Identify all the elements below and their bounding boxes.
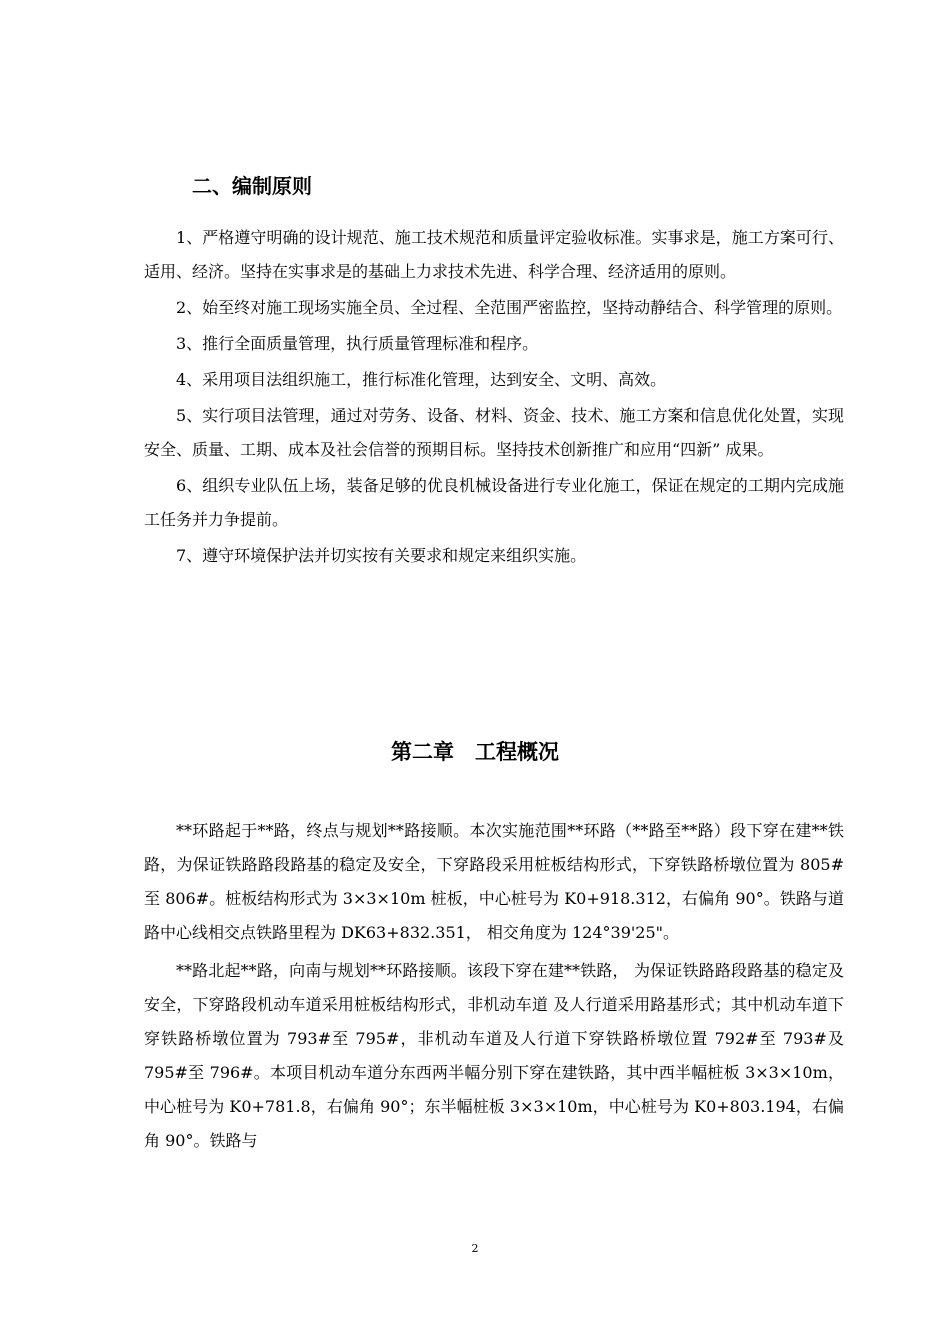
section-heading: 二、编制原则 — [192, 174, 312, 198]
principle-item: 5、实行项目法管理，通过对劳务、设备、材料、资金、技术、施工方案和信息优化处置，实现安全、质量、工期、成本及社会信誉的预期目标。坚持技术创新推广和应用“四新” 成果。 — [144, 406, 844, 459]
overview-paragraph: **路北起**路，向南与规划**环路接顺。该段下穿在建**铁路， 为保证铁路路段路基的稳定及安全，下穿路段机动车道采用桩板结构形式，非机动车道 及人行道采用路基形式；其中机动车道下穿铁路桥墩位置为 793#至 795#，非机动车道及人行道下穿铁路桥墩位置 792#至 793#及 795#至 796#。本项目机动车道分东西两半幅分别下穿在建铁路，其中西半幅桩板 3×3×10m，中心桩号为 K0+781.8，右偏角 90°；东半幅桩板 3×3×10m，中心桩号为 K0+803.194，右偏角 90°。铁路与 — [144, 961, 844, 1150]
project-overview — [144, 814, 844, 1162]
principle-item: 1、严格遵守明确的设计规范、施工技术规范和质量评定验收标准。实事求是，施工方案可行、适用、经济。坚持在实事求是的基础上力求技术先进、科学合理、经济适用的原则。 — [144, 228, 844, 281]
principle-item: 2、始至终对施工现场实施全员、全过程、全范围严密监控，坚持动静结合、科学管理的原则。 — [176, 298, 843, 317]
principle-item: 7、遵守环境保护法并切实按有关要求和规定来组织实施。 — [176, 546, 587, 565]
principle-item: 4、采用项目法组织施工，推行标准化管理，达到安全、文明、高效。 — [176, 370, 667, 389]
overview-paragraph: **环路起于**路，终点与规划**路接顺。本次实施范围**环路（**路至**路）段下穿在建**铁路，为保证铁路路段路基的稳定及安全，下穿路段采用桩板结构形式，下穿铁路桥墩位置为 805#至 806#。桩板结构形式为 3×3×10m 桩板，中心桩号为 K0+918.312，右偏角 90°。铁路与道路中心线相交点铁路里程为 DK63+832.351， 相交角度为 124°39'25"。 — [144, 821, 844, 942]
chapter-heading: 第二章 工程概况 — [391, 740, 559, 764]
principles-list — [144, 221, 844, 575]
principle-item: 3、推行全面质量管理，执行质量管理标准和程序。 — [176, 334, 539, 353]
page-number: 2 — [471, 1242, 479, 1255]
principle-item: 6、组织专业队伍上场，装备足够的优良机械设备进行专业化施工，保证在规定的工期内完成施工任务并力争提前。 — [144, 476, 844, 529]
